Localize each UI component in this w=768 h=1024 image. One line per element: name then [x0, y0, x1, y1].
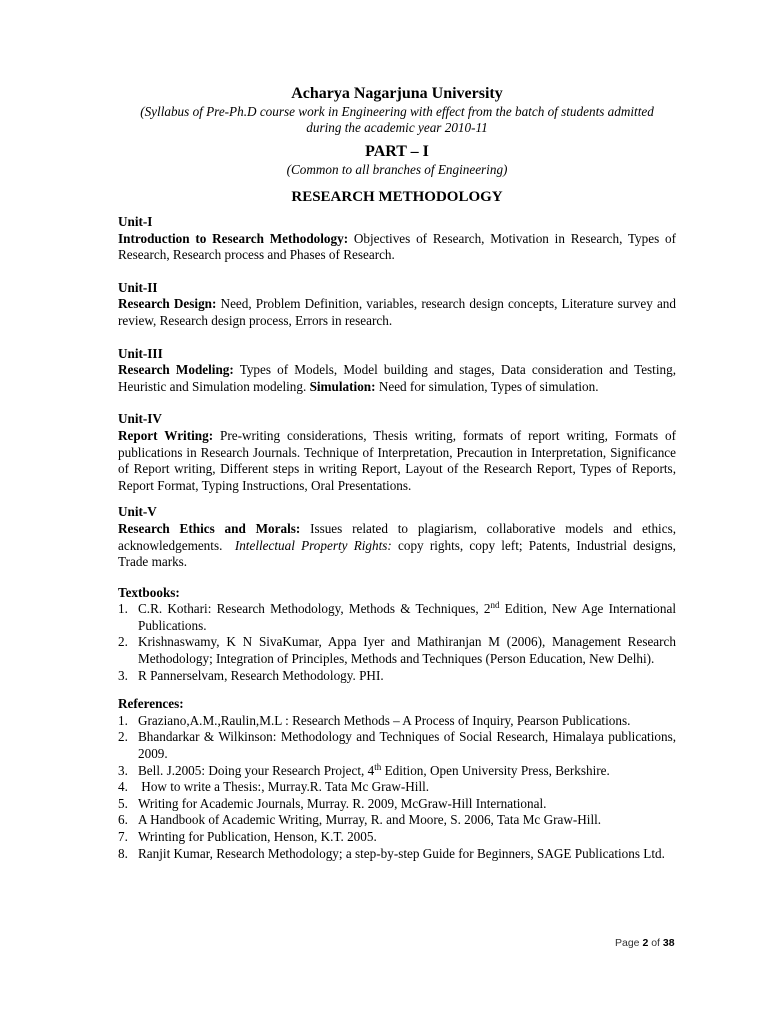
references-list: [118, 713, 676, 862]
unit-topic: Research Modeling:: [118, 362, 234, 378]
item-number: 2.: [118, 634, 128, 650]
item-number: 8.: [118, 845, 128, 861]
unit-title: Unit-V: [118, 504, 157, 520]
list-item: [118, 634, 676, 667]
unit-topic: Research Ethics and Morals:: [118, 520, 301, 536]
item-superscript: nd: [490, 600, 500, 611]
list-item: [118, 829, 676, 846]
item-number: 2.: [118, 729, 128, 745]
current-page: 2: [642, 937, 649, 949]
textbooks-heading: Textbooks:: [118, 584, 180, 600]
list-item: [118, 812, 676, 829]
unit-description: [118, 362, 676, 395]
part-heading: PART – I: [365, 143, 429, 160]
unit-title: Unit-IV: [118, 411, 162, 427]
list-item: [118, 779, 676, 796]
unit-topic: Research Design:: [118, 296, 217, 312]
university-title: Acharya Nagarjuna University: [291, 85, 503, 102]
syllabus-note-line1: (Syllabus of Pre-Ph.D course work in Engineering with effect from the batch of students admitted: [140, 104, 654, 119]
unit-topic: Report Writing:: [118, 427, 214, 443]
unit-title: Unit-II: [118, 279, 158, 295]
item-text: A Handbook of Academic Writing, Murray, R. and Moore, S. 2006, Tata Mc Graw-Hill.: [138, 812, 602, 828]
document-page: [118, 84, 680, 862]
item-number: 5.: [118, 795, 128, 811]
list-item: [118, 846, 676, 863]
list-item: [118, 763, 676, 780]
item-text: Wrinting for Publication, Henson, K.T. 2005.: [138, 829, 377, 844]
item-text: Graziano,A.M.,Raulin,M.L : Research Methods – A Process of Inquiry, Pearson Publications.: [138, 712, 631, 728]
unit-2: [118, 280, 676, 330]
item-text-end: Edition, Open University Press, Berkshire.: [381, 762, 610, 778]
item-text: R Pannerselvam, Research Methodology. PHI.: [138, 667, 384, 683]
page-label: Page: [615, 937, 643, 949]
item-number: 3.: [118, 762, 128, 778]
unit-1: [118, 214, 676, 264]
unit-title: Unit-I: [118, 214, 153, 229]
unit-text: Need, Problem Definition, variables, research design concepts, Literature survey and review, Research design process, Errors in research.: [118, 296, 676, 328]
unit-description: [118, 231, 676, 264]
unit-4: [118, 411, 676, 494]
list-item: [118, 668, 676, 685]
list-item: [118, 601, 676, 634]
unit-text: Types of Models, Model building and stages, Data consideration and Testing, Heuristic and Simulation modeling.: [118, 362, 676, 394]
item-number: 1.: [118, 712, 128, 728]
unit-subtopic: Intellectual Property Rights:: [234, 537, 392, 553]
textbooks-list: [118, 601, 676, 684]
unit-description: [118, 428, 676, 494]
unit-description: [118, 296, 676, 329]
common-note: (Common to all branches of Engineering): [286, 162, 508, 177]
list-item: [118, 729, 676, 762]
item-text-end: Edition, New Age International Publications.: [138, 601, 676, 633]
unit-text: Issues related to plagiarism, collaborative models and ethics, acknowledgements.: [118, 520, 680, 553]
item-number: 6.: [118, 812, 128, 828]
syllabus-note-line2: during the academic year 2010-11: [306, 120, 488, 135]
total-pages: 38: [662, 937, 675, 949]
item-text: Writing for Academic Journals, Murray. R. 2009, McGraw-Hill International.: [138, 795, 547, 811]
item-superscript: th: [374, 761, 382, 772]
list-item: [118, 796, 676, 813]
unit-5: [118, 504, 680, 570]
item-number: 4.: [118, 779, 128, 795]
unit-subtext: Need for simulation, Types of simulation.: [375, 378, 599, 394]
unit-text: Pre-writing considerations, Thesis writing, formats of report writing, Formats of publications in Research Journals. Technique of Interpretation, Precaution in Interpretation, Significance of Report writing, Different steps in writing Report, Layout of the Research Report, Types of Reports, Report Format, Typing Instructions, Oral Presentations.: [118, 427, 677, 493]
references-heading: References:: [118, 696, 184, 712]
list-item: [118, 713, 676, 730]
subject-heading: RESEARCH METHODOLOGY: [291, 189, 503, 205]
of-label: of: [648, 937, 663, 949]
unit-topic: Introduction to Research Methodology:: [118, 230, 349, 246]
item-number: 7.: [118, 829, 128, 844]
item-text: How to write a Thesis:, Murray.R. Tata Mc Graw-Hill.: [138, 779, 430, 795]
unit-3: [118, 346, 676, 396]
unit-subtopic: Simulation:: [309, 378, 376, 394]
item-text: Bell. J.2005: Doing your Research Project, 4: [138, 762, 375, 778]
item-number: 3.: [118, 667, 128, 683]
unit-text: Objectives of Research, Motivation in Research, Types of Research, Research process and Phases of Research.: [118, 230, 677, 263]
item-text: C.R. Kothari: Research Methodology, Methods & Techniques, 2: [138, 601, 491, 617]
syllabus-note: [118, 104, 676, 136]
item-text: Krishnaswamy, K N SivaKumar, Appa Iyer and Mathiranjan M (2006), Management Research Methodology; Integration of Principles, Methods and Techniques (Person Education, New Delhi).: [138, 634, 676, 667]
item-text: Bhandarkar & Wilkinson: Methodology and Techniques of Social Research, Himalaya publications, 2009.: [138, 729, 676, 762]
unit-subtext: copy rights, copy left; Patents, Industrial designs, Trade marks.: [118, 537, 676, 570]
unit-title: Unit-III: [118, 345, 163, 361]
item-number: 1.: [118, 601, 128, 617]
item-text: Ranjit Kumar, Research Methodology; a step-by-step Guide for Beginners, SAGE Publications Ltd.: [138, 845, 665, 861]
unit-description: [118, 520, 680, 571]
page-number-footer: [615, 937, 677, 949]
